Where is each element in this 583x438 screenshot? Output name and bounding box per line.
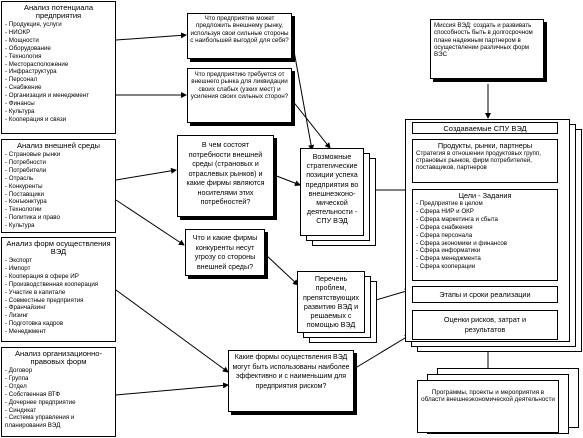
list-item: - Конкуренты bbox=[5, 182, 43, 190]
products-text: Стратегия в отношении продуктовых групп, страновых рынков, фирм потребителей, поставщиков, партнеров bbox=[416, 150, 541, 171]
question-forms-box bbox=[228, 350, 354, 412]
arrow-left-to-q1 bbox=[116, 35, 186, 40]
spu-header-text: Создаваемые СПУ ВЭД bbox=[443, 124, 527, 133]
list-item: - Персонал bbox=[5, 76, 38, 84]
goals-list bbox=[416, 200, 554, 271]
list-item: - Кооперация и связи bbox=[5, 115, 67, 123]
list-item: - НИОКР bbox=[5, 28, 31, 36]
list-item: - Политика и право bbox=[5, 214, 60, 222]
arrow-q4-to-problems bbox=[266, 255, 298, 285]
list-item: - Производственная кооперация bbox=[5, 280, 99, 288]
question-needs-text: В чем состоят потребности внешней среды (страновых и отраслевых рынков) и какие фирмы являются носителями этих потребностей? bbox=[186, 140, 265, 206]
list-item: - Культура bbox=[5, 107, 35, 115]
question-strengths-box bbox=[187, 13, 292, 59]
problems-list-text: Перечень проблем, препятствующих развитию ВЭД и решаемых с помощью ВЭД bbox=[303, 274, 359, 330]
forms-analysis-box bbox=[1, 237, 116, 342]
list-item: - Менеджмент bbox=[5, 328, 46, 336]
arrow-q1-to-strategic bbox=[292, 40, 312, 150]
list-item: - Технологии bbox=[5, 206, 42, 214]
potential-analysis-box bbox=[1, 1, 116, 134]
goals-title: Цели - Задания bbox=[458, 191, 512, 200]
list-item: - Сфера информатики bbox=[416, 247, 481, 255]
list-item: - Финансы bbox=[5, 100, 35, 108]
arrow-forms-to-q5 bbox=[116, 290, 228, 372]
environment-analysis-title: Анализ внешней среды bbox=[16, 141, 101, 150]
question-threats-text: Что и какие фирмы конкуренты несут угрозу со стороны внешней среды? bbox=[192, 233, 258, 271]
list-item: - Группа bbox=[5, 374, 29, 382]
list-item: - Франчайзинг bbox=[5, 304, 46, 312]
list-item: - Оборудование bbox=[5, 44, 51, 52]
mission-text: Миссия ВЭД: создать и развивать способность быть в долгосрочном плане надежным партнером в осуществлении различных форм ВЭС bbox=[434, 22, 533, 59]
list-item: - Мощности bbox=[5, 36, 39, 44]
list-item: - Импорт bbox=[5, 264, 31, 272]
list-item: - Поставщики bbox=[5, 190, 44, 198]
spu-header-box bbox=[412, 122, 558, 134]
org-forms-analysis-box bbox=[1, 347, 116, 437]
list-item: - Договор bbox=[5, 367, 33, 374]
list-item: - Конъюнктура bbox=[5, 198, 47, 206]
org-forms-analysis-list bbox=[5, 367, 112, 430]
risks-box bbox=[412, 310, 558, 340]
list-item: - Подготовка кадров bbox=[5, 320, 64, 328]
products-box bbox=[412, 139, 558, 183]
strategic-positions-box bbox=[300, 148, 364, 236]
list-item: - Потребители bbox=[5, 166, 47, 174]
list-item: - Сфера маркетинга и сбыта bbox=[416, 215, 498, 223]
arrow-env-to-q3 bbox=[116, 170, 176, 180]
list-item: - Кооперация в сфере ИР bbox=[5, 272, 79, 280]
list-item: - Экспорт bbox=[5, 257, 33, 264]
list-item: - Сфера НИР и ОКР bbox=[416, 207, 474, 215]
stages-text: Этапы и сроки реализации bbox=[439, 290, 531, 299]
list-item: - Система управления и планирования ВЭД bbox=[5, 414, 75, 430]
question-weaknesses-text: Что предприятию требуется от внешнего рынка для ликвидации своих слабых (узких мест) и усиления своих сильных сторон? bbox=[190, 71, 289, 101]
question-weaknesses-box bbox=[187, 68, 292, 123]
list-item: - Дочернее предприятие bbox=[5, 398, 76, 406]
list-item: - Технология bbox=[5, 52, 42, 60]
mission-box bbox=[430, 19, 544, 79]
question-needs-box bbox=[177, 135, 274, 217]
forms-analysis-title: Анализ форм осуществления ВЭД bbox=[6, 239, 111, 256]
list-item: - Синдикат bbox=[5, 406, 37, 414]
list-item: - Сфера снабжения bbox=[416, 223, 473, 231]
forms-analysis-list bbox=[5, 257, 112, 336]
arrow-q3-to-strategic bbox=[274, 175, 300, 185]
list-item: - Потребности bbox=[5, 158, 46, 166]
arrow-env-to-q4 bbox=[116, 200, 184, 245]
list-item: - Участие в капитале bbox=[5, 288, 66, 296]
programs-text: Программы, проекты и мероприятия в области внешнеэкономической деятельности bbox=[421, 389, 555, 404]
potential-analysis-list bbox=[5, 21, 112, 124]
list-item: - Совместные предприятия bbox=[5, 296, 84, 304]
potential-analysis-title: Анализ потенциала предприятия bbox=[23, 3, 94, 20]
list-item: - Отдел bbox=[5, 382, 27, 390]
list-item: - Собственная ВТФ bbox=[5, 390, 61, 398]
list-item: - Организация и менеджмент bbox=[5, 92, 90, 100]
problems-list-box bbox=[297, 271, 365, 333]
question-forms-text: Какие формы осуществления ВЭД могут быть использованы наиболее эффективно и с наименьшим для предприятия риском? bbox=[232, 354, 350, 390]
question-strengths-text: Что предприятие может предложить внешнему рынку, используя свои сильные стороны с наибольшей выгодой для себя? bbox=[190, 15, 289, 45]
strategic-positions-text: Возможные стратегические позиции успеха предприятия во внешнеэконо-мической деятельности - СПУ ВЭД bbox=[305, 152, 359, 226]
list-item: - Инфраструктура bbox=[5, 68, 57, 76]
list-item: - Сфера кооперации bbox=[416, 263, 476, 271]
question-threats-box bbox=[185, 229, 265, 276]
list-item: - Культура bbox=[5, 222, 35, 230]
risks-text: Оценки рисков, затрат и результатов bbox=[443, 315, 527, 334]
stages-box bbox=[412, 286, 558, 303]
environment-analysis-box bbox=[1, 139, 116, 233]
list-item: - Сфера персонала bbox=[416, 231, 473, 239]
goals-box bbox=[412, 189, 558, 281]
environment-analysis-list bbox=[5, 151, 112, 230]
list-item: - Снабжение bbox=[5, 84, 42, 92]
programs-box bbox=[417, 380, 559, 433]
list-item: - Сфера экономики и финансов bbox=[416, 239, 508, 247]
list-item: - Месторасположение bbox=[5, 60, 69, 68]
products-title: Продукты, рынки, партнеры bbox=[437, 141, 533, 150]
list-item: - Предприятие в целом bbox=[416, 200, 483, 207]
list-item: - Страновые рынки bbox=[5, 151, 61, 158]
list-item: - Лизинг bbox=[5, 312, 29, 320]
list-item: - Сфера менеджмента bbox=[416, 255, 481, 263]
org-forms-analysis-title: Анализ организационно-правовых форм bbox=[14, 349, 103, 366]
arrow-org-to-q5 bbox=[116, 385, 228, 395]
arrow-q2-to-problems bbox=[292, 100, 330, 148]
list-item: - Продукция, услуги bbox=[5, 21, 62, 28]
list-item: - Отрасль bbox=[5, 174, 34, 182]
